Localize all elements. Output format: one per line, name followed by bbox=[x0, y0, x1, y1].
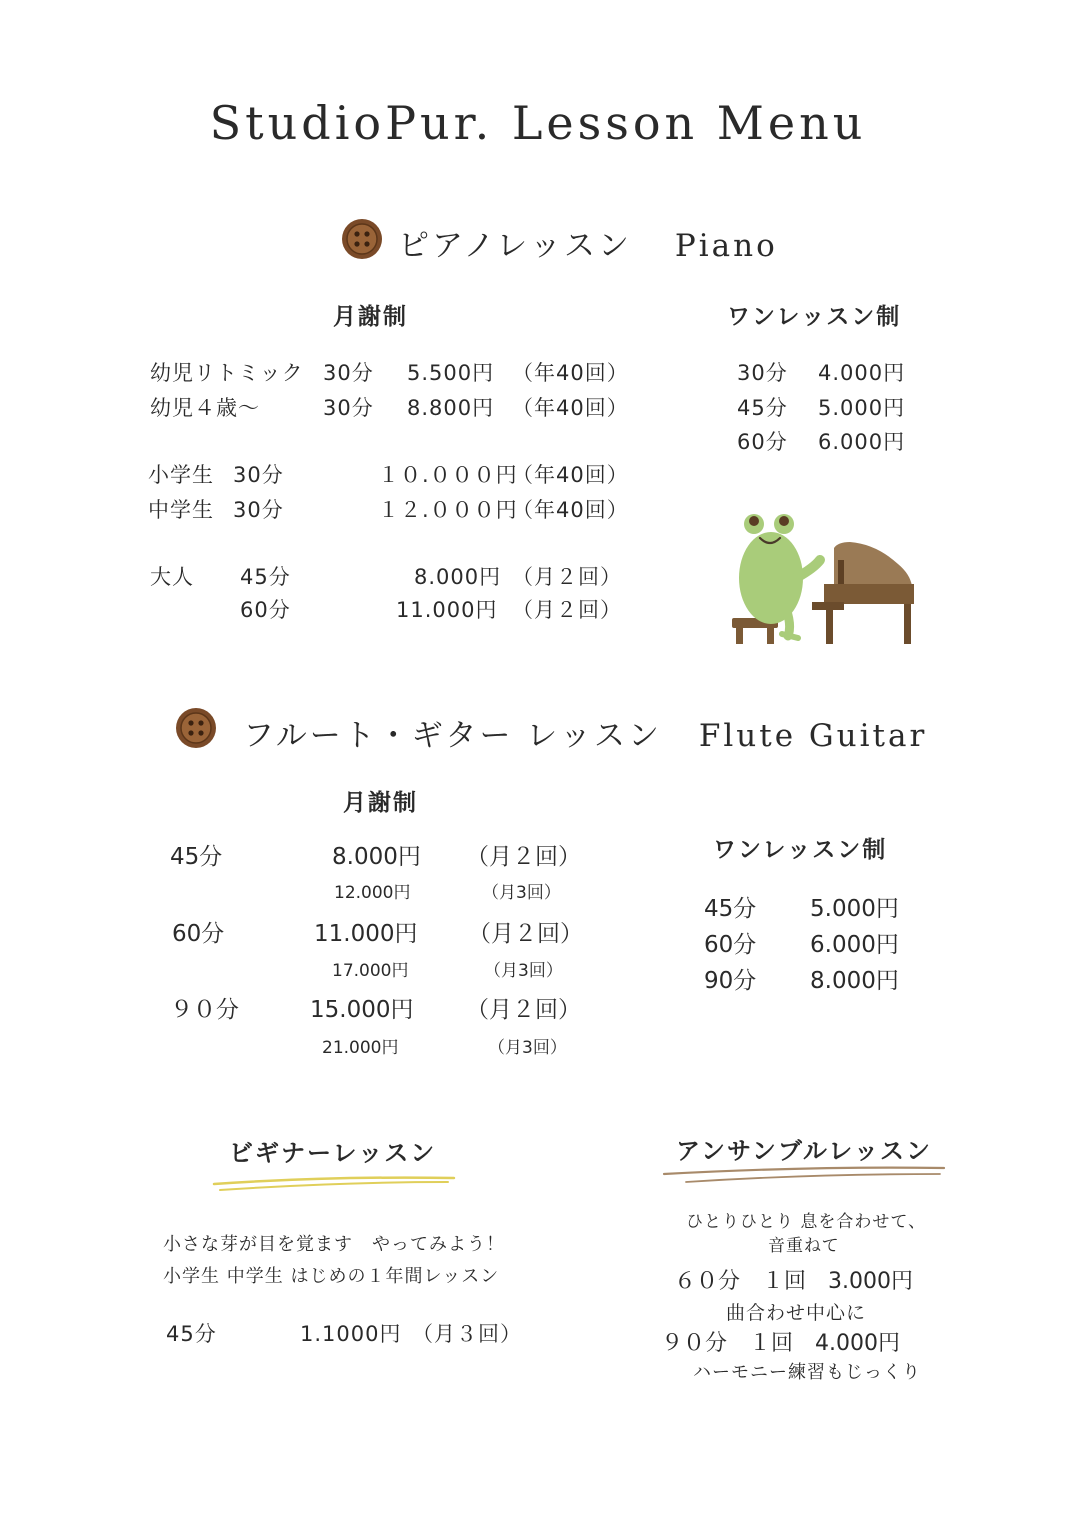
lesson-frequency: （月3回） bbox=[488, 1038, 567, 1058]
table-row bbox=[0, 494, 700, 522]
lesson-price: 8.000円 bbox=[810, 968, 899, 994]
table-row bbox=[0, 357, 1000, 385]
lesson-price: １２.０００円 bbox=[378, 498, 518, 522]
ensemble-note-1: 曲合わせ中心に bbox=[726, 1302, 867, 1324]
table-row bbox=[0, 561, 700, 589]
lesson-duration: 30分 bbox=[323, 396, 374, 420]
lesson-duration: 30分 bbox=[323, 361, 374, 385]
ensemble-underline bbox=[660, 1162, 950, 1192]
lesson-price: 8.800円 bbox=[407, 396, 495, 420]
flute-heading-jp: フルート・ギター レッスン bbox=[243, 718, 662, 754]
lesson-price: 21.000円 bbox=[322, 1038, 399, 1058]
lesson-duration: 45分 bbox=[704, 896, 757, 922]
lesson-price: 17.000円 bbox=[332, 961, 409, 981]
lesson-price: 4.000円 bbox=[818, 361, 906, 385]
button-icon bbox=[175, 707, 217, 753]
table-row bbox=[0, 926, 1000, 956]
lesson-price: 5.000円 bbox=[810, 896, 899, 922]
ensemble-desc-1: ひとりひとり 息を合わせて、 bbox=[686, 1212, 927, 1232]
ensemble-note-2: ハーモニー練習もじっくり bbox=[693, 1362, 921, 1383]
button-icon bbox=[341, 218, 383, 264]
table-row bbox=[0, 838, 700, 868]
ensemble-heading: アンサンブルレッスン bbox=[676, 1137, 933, 1165]
lesson-frequency: （年40回） bbox=[512, 498, 629, 522]
lesson-duration: ９０分 bbox=[170, 997, 239, 1023]
lesson-price: 6.000円 bbox=[810, 932, 899, 958]
table-row bbox=[0, 1318, 600, 1346]
lesson-name: 中学生 bbox=[148, 498, 214, 522]
page-title: StudioPur. Lesson Menu bbox=[209, 96, 867, 150]
flute-heading-en: Flute Guitar bbox=[698, 718, 928, 754]
table-row bbox=[0, 594, 700, 622]
lesson-name: 幼児４歳〜 bbox=[150, 396, 260, 420]
lesson-frequency: （月２回） bbox=[466, 844, 581, 870]
table-row bbox=[0, 1033, 700, 1057]
piano-heading-en: Piano bbox=[674, 228, 778, 264]
flute-single-label: ワンレッスン制 bbox=[713, 837, 888, 863]
beginner-line-1: 小さな芽が目を覚ます やってみよう！ bbox=[163, 1234, 505, 1255]
lesson-price: 1.1000円 bbox=[300, 1322, 402, 1346]
piano-heading-jp: ピアノレッスン bbox=[398, 228, 632, 264]
piano-single-label: ワンレッスン制 bbox=[727, 304, 902, 330]
flute-heading bbox=[243, 710, 927, 755]
lesson-frequency: （月３回） bbox=[412, 1322, 522, 1346]
lesson-duration: 45分 bbox=[170, 844, 223, 870]
lesson-duration: 45分 bbox=[737, 396, 788, 420]
lesson-frequency: （月3回） bbox=[484, 961, 563, 981]
beginner-underline bbox=[210, 1170, 460, 1198]
lesson-price: 5.500円 bbox=[407, 361, 495, 385]
lesson-frequency: （年40回） bbox=[512, 361, 629, 385]
lesson-duration: 60分 bbox=[704, 932, 757, 958]
ensemble-row-60: ６０分 １回 3.000円 bbox=[674, 1269, 913, 1294]
lesson-frequency: （月２回） bbox=[512, 598, 622, 622]
lesson-duration: 90分 bbox=[704, 968, 757, 994]
lesson-duration: 45分 bbox=[166, 1322, 217, 1346]
table-row bbox=[0, 392, 1000, 420]
table-row bbox=[0, 426, 1000, 454]
lesson-duration: 60分 bbox=[240, 598, 291, 622]
lesson-price: １０.０００円 bbox=[378, 463, 518, 487]
lesson-price: 5.000円 bbox=[818, 396, 906, 420]
lesson-price: 8.000円 bbox=[332, 844, 421, 870]
beginner-heading: ビギナーレッスン bbox=[229, 1139, 437, 1167]
piano-monthly-label: 月謝制 bbox=[333, 304, 408, 330]
lesson-duration: 30分 bbox=[737, 361, 788, 385]
table-row bbox=[0, 991, 700, 1021]
lesson-frequency: （月２回） bbox=[468, 921, 583, 947]
lesson-name: 幼児リトミック bbox=[150, 361, 304, 385]
lesson-name: 大人 bbox=[150, 565, 194, 589]
lesson-price: 15.000円 bbox=[310, 997, 414, 1023]
flute-monthly-label: 月謝制 bbox=[343, 790, 418, 816]
lesson-frequency: （年40回） bbox=[512, 396, 629, 420]
lesson-duration: 60分 bbox=[172, 921, 225, 947]
table-row bbox=[0, 459, 700, 487]
lesson-price: 11.000円 bbox=[314, 921, 418, 947]
table-row bbox=[0, 962, 1000, 992]
lesson-duration: 30分 bbox=[233, 498, 284, 522]
lesson-frequency: （月２回） bbox=[512, 565, 622, 589]
lesson-price: 11.000円 bbox=[396, 598, 498, 622]
lesson-frequency: （月3回） bbox=[482, 883, 561, 903]
ensemble-row-90: ９０分 １回 4.000円 bbox=[661, 1331, 900, 1356]
lesson-frequency: （年40回） bbox=[512, 463, 629, 487]
lesson-name: 小学生 bbox=[148, 463, 214, 487]
lesson-duration: 45分 bbox=[240, 565, 291, 589]
lesson-duration: 30分 bbox=[233, 463, 284, 487]
piano-heading bbox=[398, 220, 778, 265]
table-row bbox=[0, 890, 1000, 920]
lesson-duration: 60分 bbox=[737, 430, 788, 454]
lesson-price: 8.000円 bbox=[414, 565, 502, 589]
lesson-frequency: （月２回） bbox=[466, 997, 581, 1023]
beginner-line-2: 小学生 中学生 はじめの１年間レッスン bbox=[163, 1266, 500, 1287]
ensemble-desc-2: 音重ねて bbox=[768, 1236, 840, 1256]
lesson-price: 6.000円 bbox=[818, 430, 906, 454]
frog-piano-illustration bbox=[726, 508, 918, 652]
lesson-price: 12.000円 bbox=[334, 883, 411, 903]
